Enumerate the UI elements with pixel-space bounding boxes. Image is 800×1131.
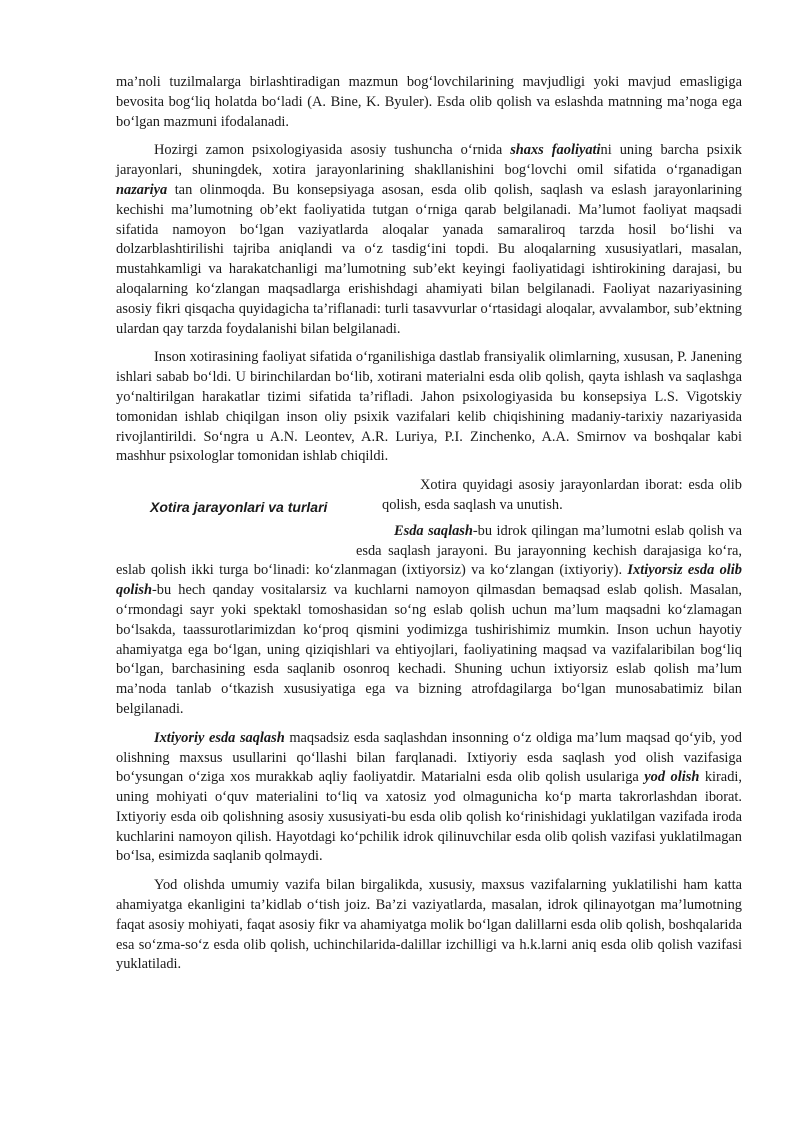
paragraph-2 <box>116 141 742 339</box>
paragraph-5-text-b: maqsadsiz esda saqlashdan insonning o‘z oldiga ma’lum maqsad qo‘yib, yod olishning maxsus usullarini qo‘llashi bilan farqlanadi. Ixtiyoriy esda saqlash yod olish vazifasiga bo‘ysungan o‘ziga xos murakkab aqliy faoliyatdir. Matarialni esda olib qolish usulariga <box>116 729 742 786</box>
paragraph-2-text-c: ni uning barcha psixik jarayonlari, shuningdek, xotira jarayonlarining shakllanishini bog‘lovchi omil sifatida o‘rganadigan <box>116 142 742 179</box>
paragraph-2-text-e: tan olinmoqda. Bu konsepsiyaga asosan, esda olib qolish, saqlash va eslash jarayonlarining kechishi ma’lumotning ob’ekt faoliyatida tutgan o‘rniga qarab belgilanadi. Ma’lumot faoliyat maqsadi sifatida namoyon bo‘lgan vaziyatlarda aloqalar yanada samaraliroq tarzda hosil bo‘lishi va dolzarblashtirilishi tajriba aniqlandi va o‘z tasdig‘ini topdi. Bu aloqalarning xususiyatlari, masalan, mustahkamligi va harakatchanligi ma’lumotning sub’ekt keyingi faoliyatidagi ishtirokining darajasi, bu aloqalarning ko‘zlangan maqsadlarga erishishdagi ahamiyati bilan belgilanadi. Faoliyat nazariyasining asosiy fikri qisqacha quyidagicha ta’riflanadi: turli tasavvurlar o‘rtasidagi aloqalar, avvalambor, sub’ektning ulardan qay tarzda foydalanishi bilan belgilanadi. <box>116 181 742 337</box>
paragraph-6: Yod olishda umumiy vazifa bilan birgalikda, xususiy, maxsus vazifalarning yuklatilishi ham katta ahamiyatga ekanligini ta’kidlab o‘tish joiz. Ba’zi vaziyatlarda, masalan, idrok qilinayotgan ma’lumotning faqat asosiy mohiyati, faqat asosiy fikr va ahamiyatga molik bo‘lgan dalillarni esda olib qolish, boshqalarida esa so‘zma-so‘z esda olib qolish, uchinchilarida-dalillar izchilligi va h.k.larni aniq esda olib qolish vazifasi yuklatiladi. <box>116 877 742 973</box>
term-ixtiyorsiz-esda-olib-qolish: Ixtiyorsiz esda olib qolish <box>116 562 743 599</box>
paragraph-5-text-d: kiradi, uning mohiyati o‘quv materialini to‘liq va xatosiz yod olmagunicha ko‘p marta takrorlashdan iborat. Ixtiyoriy esda oib qolishning asosiy xususiyati-bu esda olib qolish ko‘rinishidagi yuklatilgan vazifada iroda kuchlarini namoyon qilish. Hayotdagi ko‘pchilik idrok qilinuvchilar esda olib qolish vazifasi yuklatilmagan bo‘lsa, esimizda saqlanib qolmaydi. <box>116 769 742 865</box>
side-column <box>382 476 742 522</box>
term-nazariya: nazariya <box>116 181 168 198</box>
term-shaxs-faoliyati: shaxs faoliyati <box>510 142 601 159</box>
paragraph-4-text-b: -bu idrok qilingan ma’lumotni eslab qolish va esda saqlash jarayoni. Bu jarayonning kechish darajasiga ko‘ra, eslab qolish ikki turga bo‘linadi: ko‘zlanmagan (ixtiyorsiz) va ko‘zlangan (ixtiyoriy). <box>116 522 742 579</box>
paragraph-1: ma’noli tuzilmalarga birlashtiradigan mazmun bog‘lovchilarining mavjudligi yoki mavjud emasligiga bevosita bog‘liq holatda bo‘ladi (A. Bine, K. Byuler). Esda olib qolish va eslashda matnning ma’noga ega bo‘lgan mazmuni ifodalanadi. <box>116 74 742 130</box>
section-heading: Xotira jarayonlari va turlari <box>150 499 328 516</box>
paragraph-3: Inson xotirasining faoliyat sifatida o‘rganilishiga dastlab fransiyalik olimlarning, xususan, P. Janening ishlari sabab bo‘ldi. U birinchilardan bo‘lib, xotirani materialni esda olib qolish, qayta ishlash va saqlashga yo‘naltirilgan harakatlar tizimi sifatida ta’rifladi. Jahon psixologiyasida bu konsepsiya L.S. Vigotskiy tomonidan ishlab chiqilgan inson oliy psixik vazifalari kelib chiqishining madaniy-tarixiy nazariyasida rivojlantirildi. So‘ngra u A.N. Leontev, A.R. Luriya, P.I. Zinchenko, A.A. Smirnov va boshqalar kabi mashhur psixologlar tomonidan ishlab chiqildi. <box>116 349 742 465</box>
paragraph-4-text-d: -bu hech qanday vositalarsiz va kuchlarni namoyon qilmasdan bemaqsad eslab qolish. Masalan, o‘rmondagi sayr yoki spektakl tomoshasidan so‘ng eslab qolish uchun ma’lum maqsadni ko‘zlamagan bo‘lsakda, taassurotlarimizdan ko‘proq qismini yodimizga tushirishimiz mumkin. Inson uchun hayotiy ahamiyatga ega bo‘lgan, uning qiziqishlari va ehtiyojlari, faoliyatining maqsad va vazifalaribilan bog‘liq bo‘lgan, barchasining esda saqlanib osonroq kechadi. Shuning uchun ixtiyorsiz eslab qolish ma’lum ma’noda tanlab o‘tkazish xususiyatiga ega va bizning atrofdagilarga bo‘lgan munosabatimiz bilan belgilanadi. <box>116 582 742 717</box>
paragraph-5 <box>116 729 742 868</box>
paragraph-2-text-a: Hozirgi zamon psixologiyasida asosiy tushuncha o‘rnida <box>154 142 511 159</box>
section-heading-box <box>116 476 356 558</box>
term-ixtiyoriy-esda-saqlash: Ixtiyoriy esda saqlash <box>154 729 285 746</box>
term-yod-olish: yod olish <box>644 769 700 786</box>
term-esda-saqlash: Esda saqlash <box>394 522 473 539</box>
side-paragraph-1: Xotira quyidagi asosiy jarayonlardan iborat: esda olib qolish, esda saqlash va unutish. <box>382 477 742 513</box>
document-page <box>116 73 742 984</box>
